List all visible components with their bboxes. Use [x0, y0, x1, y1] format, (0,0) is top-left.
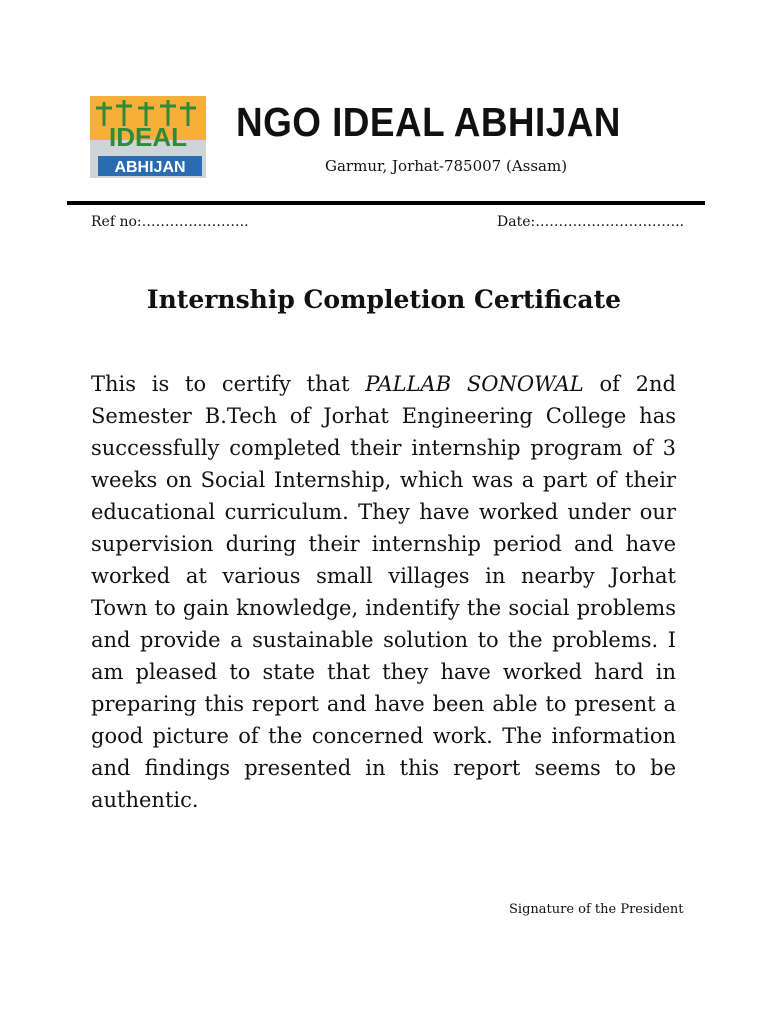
date-field: Date:…………………………..	[497, 214, 685, 230]
certificate-body	[91, 368, 676, 816]
body-text: of 2nd Semester B.Tech of Jorhat Engineering College has successfully completed their internship program of 3 weeks on Social Internship, which was a part of their educational curriculum. They have worked under our supervision during their internship period and have worked at various small villages in nearby Jorhat Town to gain knowledge, indentify the social problems and provide a sustainable solution to the problems. I am pleased to state that they have worked hard in preparing this report and have been able to present a good picture of the concerned work. The information and findings presented in this report seems to be authentic.	[91, 372, 676, 812]
reference-number-field: Ref no:…………………..	[91, 214, 249, 230]
logo-text-bottom: ABHIJAN	[114, 159, 186, 176]
organization-address: Garmur, Jorhat-785007 (Assam)	[325, 157, 568, 175]
header-divider	[67, 201, 705, 205]
organization-name: NGO IDEAL ABHIJAN	[236, 99, 621, 145]
certificate-title: Internship Completion Certificate	[146, 285, 622, 314]
ideal-abhijan-logo-icon	[90, 96, 206, 178]
signature-label: Signature of the President	[509, 902, 684, 917]
student-name: PALLAB SONOWAL	[365, 372, 584, 396]
body-intro: This is to certify that	[91, 372, 366, 396]
ngo-logo	[90, 96, 206, 178]
logo-text-top: IDEAL	[109, 122, 187, 152]
